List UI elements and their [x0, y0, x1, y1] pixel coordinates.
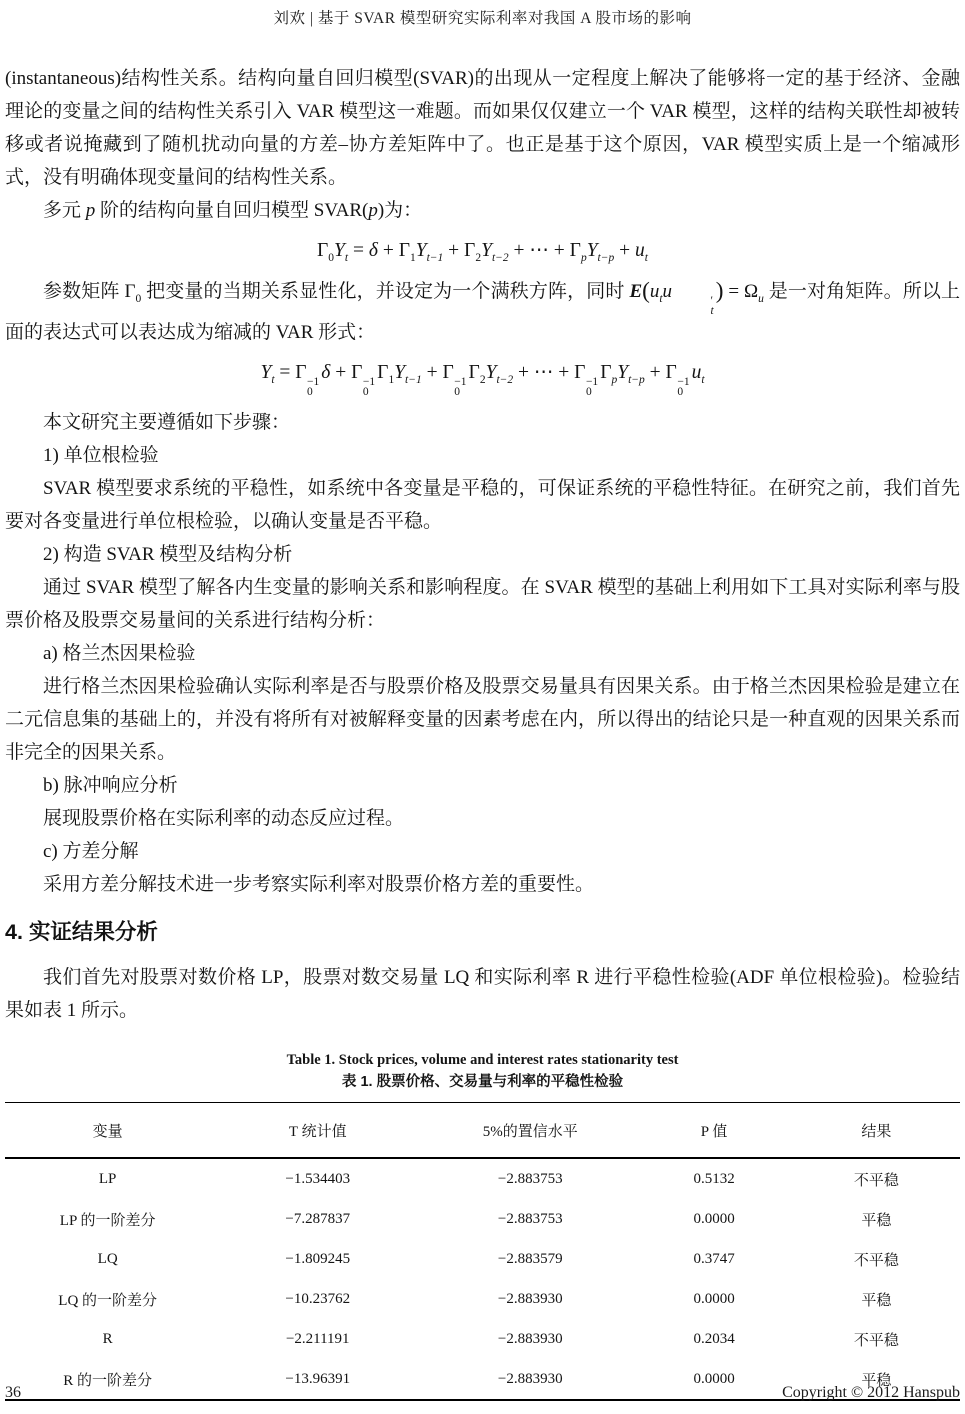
table-header-row: [5, 1103, 960, 1159]
paragraph-section4-intro: 我们首先对股票对数价格 LP，股票对数交易量 LQ 和实际利率 R 进行平稳性检验(ADF 单位根检验)。检验结果如表 1 所示。: [5, 967, 960, 1021]
table-cell: 0.0000: [693, 1210, 735, 1227]
table-cell: −2.883753: [497, 1170, 563, 1187]
formula-svar-model: $\Gamma_0Y_t = \delta + \Gamma_1Y_{t-1} + \Gamma_2Y_{t-2}$ + ⋯ + $\Gamma_pY_{t-p} + u_t$: [317, 240, 648, 264]
step-item-c: c) 方差分解: [43, 841, 139, 862]
table-cell: −13.96391: [285, 1370, 351, 1387]
table-row: [5, 1199, 960, 1239]
table-cell: −2.211191: [285, 1330, 350, 1347]
table-cell: −2.883579: [497, 1250, 563, 1267]
table-row: [5, 1319, 960, 1359]
table-cell: LP: [98, 1170, 117, 1187]
table-cell: R 的一阶差分: [63, 1372, 153, 1389]
page-body: [5, 62, 960, 1401]
table-cell: −1.534403: [285, 1170, 351, 1187]
table-cell: −2.883930: [497, 1290, 563, 1307]
table-caption-en: Table 1. Stock prices, volume and interest rates stationarity test: [286, 1052, 679, 1068]
table-row: [5, 1158, 960, 1199]
table-body: [5, 1158, 960, 1400]
column-header: 结果: [793, 1103, 960, 1159]
paragraph-variance: 采用方差分解技术进一步考察实际利率对股票价格方差的重要性。: [43, 874, 595, 895]
table-cell: 不平稳: [853, 1332, 899, 1349]
table-cell: 平稳: [861, 1292, 892, 1309]
paragraph-svar-structure: 通过 SVAR 模型了解各内生变量的影响关系和影响程度。在 SVAR 模型的基础上利用如下工具对实际利率与股票价格及股票交易量间的关系进行结构分析：: [5, 577, 960, 631]
table-row: [5, 1239, 960, 1279]
copyright-notice: Copyright © 2012 Hanspub: [782, 1384, 960, 1401]
table-cell: −10.23762: [285, 1290, 351, 1307]
table-cell: 0.0000: [693, 1290, 735, 1307]
paragraph-continuation: (instantaneous)结构性关系。结构向量自回归模型(SVAR)的出现从一定程度上解决了能够将一定的基于经济、金融理论的变量之间的结构性关系引入 VAR 模型这一难题。而如果仅仅建立一个 VAR 模型，这样的结构关联性却被转移或者说掩藏到了随机扰动向量的方差–协方差矩阵中了。也正是基于这个原因，VAR 模型实质上是一个缩减形式，没有明确体现变量间的结构性关系。: [5, 68, 960, 188]
table-cell: −1.809245: [285, 1250, 351, 1267]
table-cell: 0.0000: [693, 1370, 735, 1387]
table-cell: 不平稳: [853, 1252, 899, 1269]
table-cell: 平稳: [861, 1372, 892, 1389]
table-header: [5, 1103, 960, 1159]
step-item-2: 2) 构造 SVAR 模型及结构分析: [43, 544, 293, 565]
page-footer: [5, 1384, 960, 1402]
table-row: [5, 1279, 960, 1319]
table-cell: −2.883930: [497, 1370, 563, 1387]
table-cell: LQ 的一阶差分: [58, 1292, 158, 1309]
table-cell: −2.883930: [497, 1330, 563, 1347]
table-caption-zh: 表 1. 股票价格、交易量与利率的平稳性检验: [341, 1074, 624, 1090]
table-cell: 平稳: [861, 1212, 892, 1229]
paragraph-svar-intro: 多元 p 阶的结构向量自回归模型 SVAR(p)为：: [43, 200, 423, 221]
step-item-1: 1) 单位根检验: [43, 445, 159, 466]
column-header: T 统计值: [210, 1103, 425, 1159]
table-cell: 0.2034: [693, 1330, 735, 1347]
table-cell: 0.5132: [693, 1170, 735, 1187]
column-header: 变量: [5, 1103, 210, 1159]
paragraph-parameter-matrix: 参数矩阵 $\Gamma_0$ 把变量的当期关系显性化，并设定为一个满秩方阵，同时 $E(u_tu$ ′ t ) = $\Omega_u$ 是一对角矩阵。所以上面的表达式可以表达成为缩减的 VAR 形式：: [5, 278, 960, 343]
column-header: P 值: [635, 1103, 793, 1159]
table-caption-block: [5, 1049, 960, 1094]
running-head: 刘欢 | 基于 SVAR 模型研究实际利率对我国 A 股市场的影响: [273, 10, 692, 27]
page-number: 36: [5, 1384, 21, 1401]
stationarity-table: [5, 1102, 960, 1401]
section-heading-4: 4. 实证结果分析: [5, 920, 158, 944]
table-cell: R: [102, 1330, 113, 1347]
step-item-a: a) 格兰杰因果检验: [43, 643, 196, 664]
step-item-b: b) 脉冲响应分析: [43, 775, 178, 796]
paragraph-steps-intro: 本文研究主要遵循如下步骤：: [43, 412, 291, 433]
table-cell: 不平稳: [853, 1172, 899, 1189]
table-cell: 0.3747: [693, 1250, 735, 1267]
table-cell: LQ: [97, 1250, 118, 1267]
paragraph-impulse: 展现股票价格在实际利率的动态反应过程。: [43, 808, 405, 829]
table-cell: −2.883753: [497, 1210, 563, 1227]
paragraph-unit-root: SVAR 模型要求系统的平稳性，如系统中各变量是平稳的，可保证系统的平稳性特征。在研究之前，我们首先要对各变量进行单位根检验，以确认变量是否平稳。: [5, 478, 960, 532]
formula-reduced-var: $Y_t = \Gamma$ −1 0 δ + Γ −1 0 $\Gamma_1Y_{t-1} + \Gamma$ −1 0 $\Gamma_2Y_{t-2}$ + ⋯ + Γ −1 0 $\Gamma_pY_{t-p} + \Gamma$ −1 0 $u_t$: [260, 362, 705, 398]
paragraph-granger: 进行格兰杰因果检验确认实际利率是否与股票价格及股票交易量具有因果关系。由于格兰杰因果检验是建立在二元信息集的基础上的，并没有将所有对被解释变量的因素考虑在内，所以得出的结论只是一种直观的因果关系而非完全的因果关系。: [5, 676, 960, 763]
table-cell: −7.287837: [285, 1210, 351, 1227]
table-cell: LP 的一阶差分: [59, 1212, 156, 1229]
column-header: 5%的置信水平: [425, 1103, 635, 1159]
